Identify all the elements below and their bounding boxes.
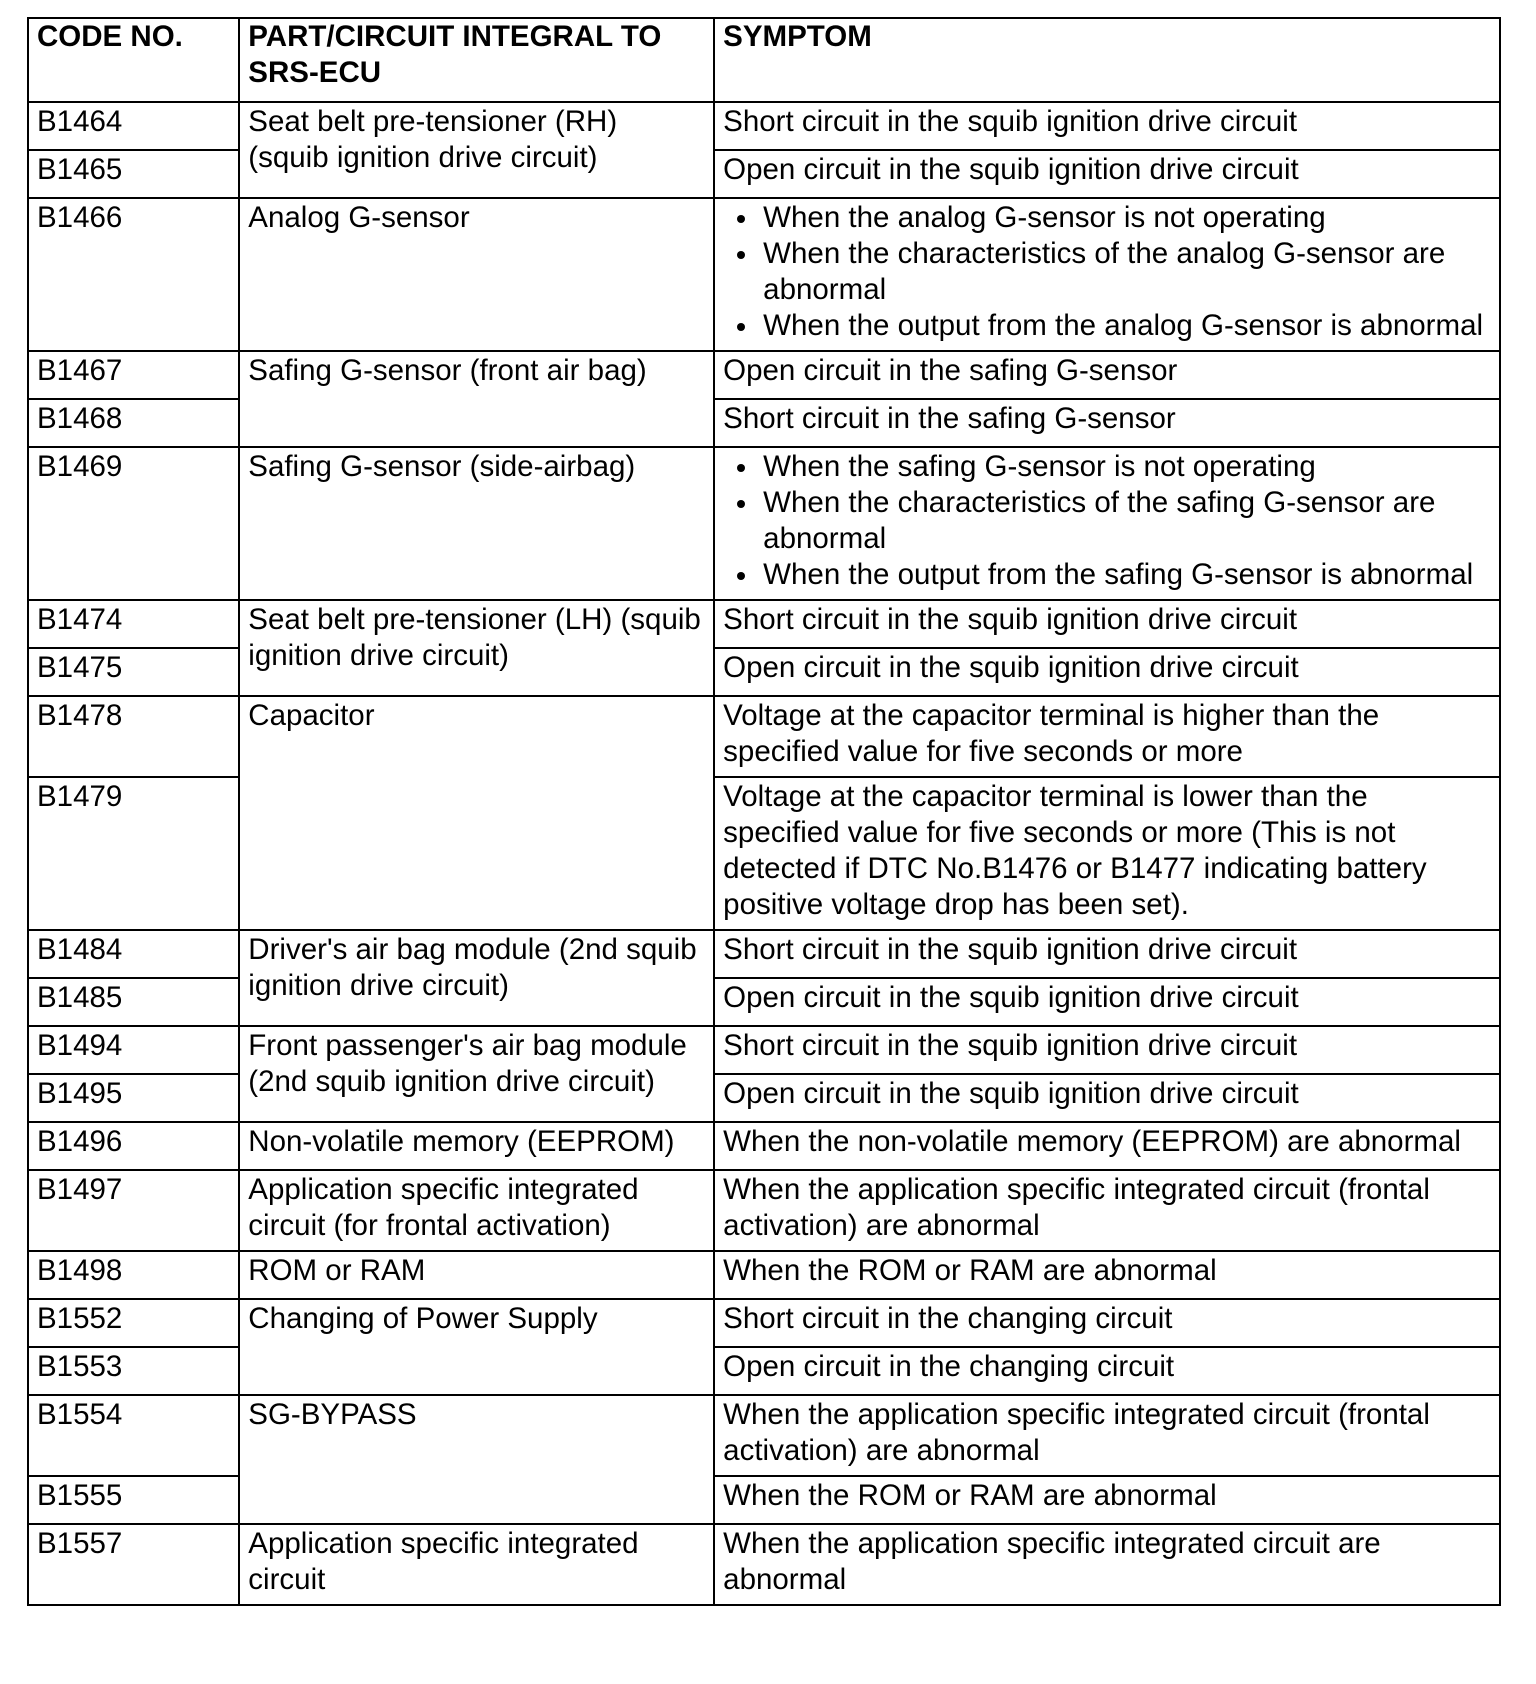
- symptom-bullet-list: [723, 449, 1491, 593]
- code-cell: B1475: [28, 648, 239, 696]
- table-row: [28, 1170, 1500, 1251]
- symptom-cell: When the non-volatile memory (EEPROM) are abnormal: [714, 1122, 1500, 1170]
- part-cell: Front passenger's air bag module (2nd squib ignition drive circuit): [239, 1026, 714, 1122]
- table-row: [28, 930, 1500, 978]
- code-cell: B1467: [28, 351, 239, 399]
- part-cell: Application specific integrated circuit (for frontal activation): [239, 1170, 714, 1251]
- part-cell: ROM or RAM: [239, 1251, 714, 1299]
- symptom-cell: Open circuit in the safing G-sensor: [714, 351, 1500, 399]
- part-cell: Changing of Power Supply: [239, 1299, 714, 1395]
- part-cell: Application specific integrated circuit: [239, 1524, 714, 1605]
- part-cell: Safing G-sensor (front air bag): [239, 351, 714, 447]
- table-row: [28, 1026, 1500, 1074]
- code-cell: B1469: [28, 447, 239, 600]
- symptom-bullet: When the characteristics of the safing G-sensor are abnormal: [763, 485, 1491, 557]
- table-row: [28, 696, 1500, 777]
- header-part: PART/CIRCUIT INTEGRAL TO SRS-ECU: [239, 18, 714, 102]
- header-code: CODE NO.: [28, 18, 239, 102]
- symptom-cell: Open circuit in the changing circuit: [714, 1347, 1500, 1395]
- symptom-cell: When the application specific integrated circuit are abnormal: [714, 1524, 1500, 1605]
- symptom-cell: Voltage at the capacitor terminal is higher than the specified value for five seconds or more: [714, 696, 1500, 777]
- header-symptom: SYMPTOM: [714, 18, 1500, 102]
- table-row: [28, 1395, 1500, 1476]
- table-row: [28, 198, 1500, 351]
- part-cell: Safing G-sensor (side-airbag): [239, 447, 714, 600]
- part-cell: SG-BYPASS: [239, 1395, 714, 1524]
- symptom-cell: [714, 447, 1500, 600]
- symptom-bullet: When the output from the safing G-sensor is abnormal: [763, 557, 1491, 593]
- table-row: [28, 102, 1500, 150]
- part-cell: Seat belt pre-tensioner (LH) (squib ignition drive circuit): [239, 600, 714, 696]
- code-cell: B1498: [28, 1251, 239, 1299]
- symptom-cell: Short circuit in the squib ignition drive circuit: [714, 1026, 1500, 1074]
- code-cell: B1478: [28, 696, 239, 777]
- part-cell: Seat belt pre-tensioner (RH) (squib ignition drive circuit): [239, 102, 714, 198]
- code-cell: B1497: [28, 1170, 239, 1251]
- symptom-bullet-list: [723, 200, 1491, 344]
- code-cell: B1494: [28, 1026, 239, 1074]
- code-cell: B1554: [28, 1395, 239, 1476]
- symptom-cell: Short circuit in the squib ignition drive circuit: [714, 102, 1500, 150]
- symptom-cell: When the application specific integrated circuit (frontal activation) are abnormal: [714, 1395, 1500, 1476]
- code-cell: B1555: [28, 1476, 239, 1524]
- table-row: [28, 1299, 1500, 1347]
- symptom-cell: Voltage at the capacitor terminal is lower than the specified value for five seconds or more (This is not detected if DTC No.B1476 or B1477 indicating battery positive voltage drop has been set).: [714, 777, 1500, 930]
- symptom-cell: When the ROM or RAM are abnormal: [714, 1251, 1500, 1299]
- table-row: [28, 600, 1500, 648]
- symptom-cell: When the ROM or RAM are abnormal: [714, 1476, 1500, 1524]
- code-cell: B1484: [28, 930, 239, 978]
- symptom-cell: Short circuit in the safing G-sensor: [714, 399, 1500, 447]
- code-cell: B1474: [28, 600, 239, 648]
- code-cell: B1495: [28, 1074, 239, 1122]
- symptom-cell: Open circuit in the squib ignition drive circuit: [714, 648, 1500, 696]
- code-cell: B1468: [28, 399, 239, 447]
- dtc-table: [27, 17, 1501, 1606]
- code-cell: B1557: [28, 1524, 239, 1605]
- code-cell: B1553: [28, 1347, 239, 1395]
- symptom-cell: When the application specific integrated circuit (frontal activation) are abnormal: [714, 1170, 1500, 1251]
- table-row: [28, 447, 1500, 600]
- symptom-cell: Short circuit in the squib ignition drive circuit: [714, 600, 1500, 648]
- table-row: [28, 1524, 1500, 1605]
- part-cell: Capacitor: [239, 696, 714, 930]
- symptom-cell: Open circuit in the squib ignition drive circuit: [714, 1074, 1500, 1122]
- symptom-cell: Short circuit in the squib ignition drive circuit: [714, 930, 1500, 978]
- code-cell: B1496: [28, 1122, 239, 1170]
- table-header-row: [28, 18, 1500, 102]
- symptom-bullet: When the characteristics of the analog G-sensor are abnormal: [763, 236, 1491, 308]
- symptom-cell: Open circuit in the squib ignition drive circuit: [714, 978, 1500, 1026]
- symptom-bullet: When the output from the analog G-sensor is abnormal: [763, 308, 1491, 344]
- code-cell: B1552: [28, 1299, 239, 1347]
- code-cell: B1466: [28, 198, 239, 351]
- code-cell: B1464: [28, 102, 239, 150]
- symptom-cell: Short circuit in the changing circuit: [714, 1299, 1500, 1347]
- symptom-bullet: When the safing G-sensor is not operating: [763, 449, 1491, 485]
- code-cell: B1485: [28, 978, 239, 1026]
- table-row: [28, 351, 1500, 399]
- symptom-bullet: When the analog G-sensor is not operating: [763, 200, 1491, 236]
- table-row: [28, 1122, 1500, 1170]
- code-cell: B1465: [28, 150, 239, 198]
- part-cell: Non-volatile memory (EEPROM): [239, 1122, 714, 1170]
- code-cell: B1479: [28, 777, 239, 930]
- part-cell: Analog G-sensor: [239, 198, 714, 351]
- symptom-cell: Open circuit in the squib ignition drive circuit: [714, 150, 1500, 198]
- part-cell: Driver's air bag module (2nd squib ignition drive circuit): [239, 930, 714, 1026]
- symptom-cell: [714, 198, 1500, 351]
- table-row: [28, 1251, 1500, 1299]
